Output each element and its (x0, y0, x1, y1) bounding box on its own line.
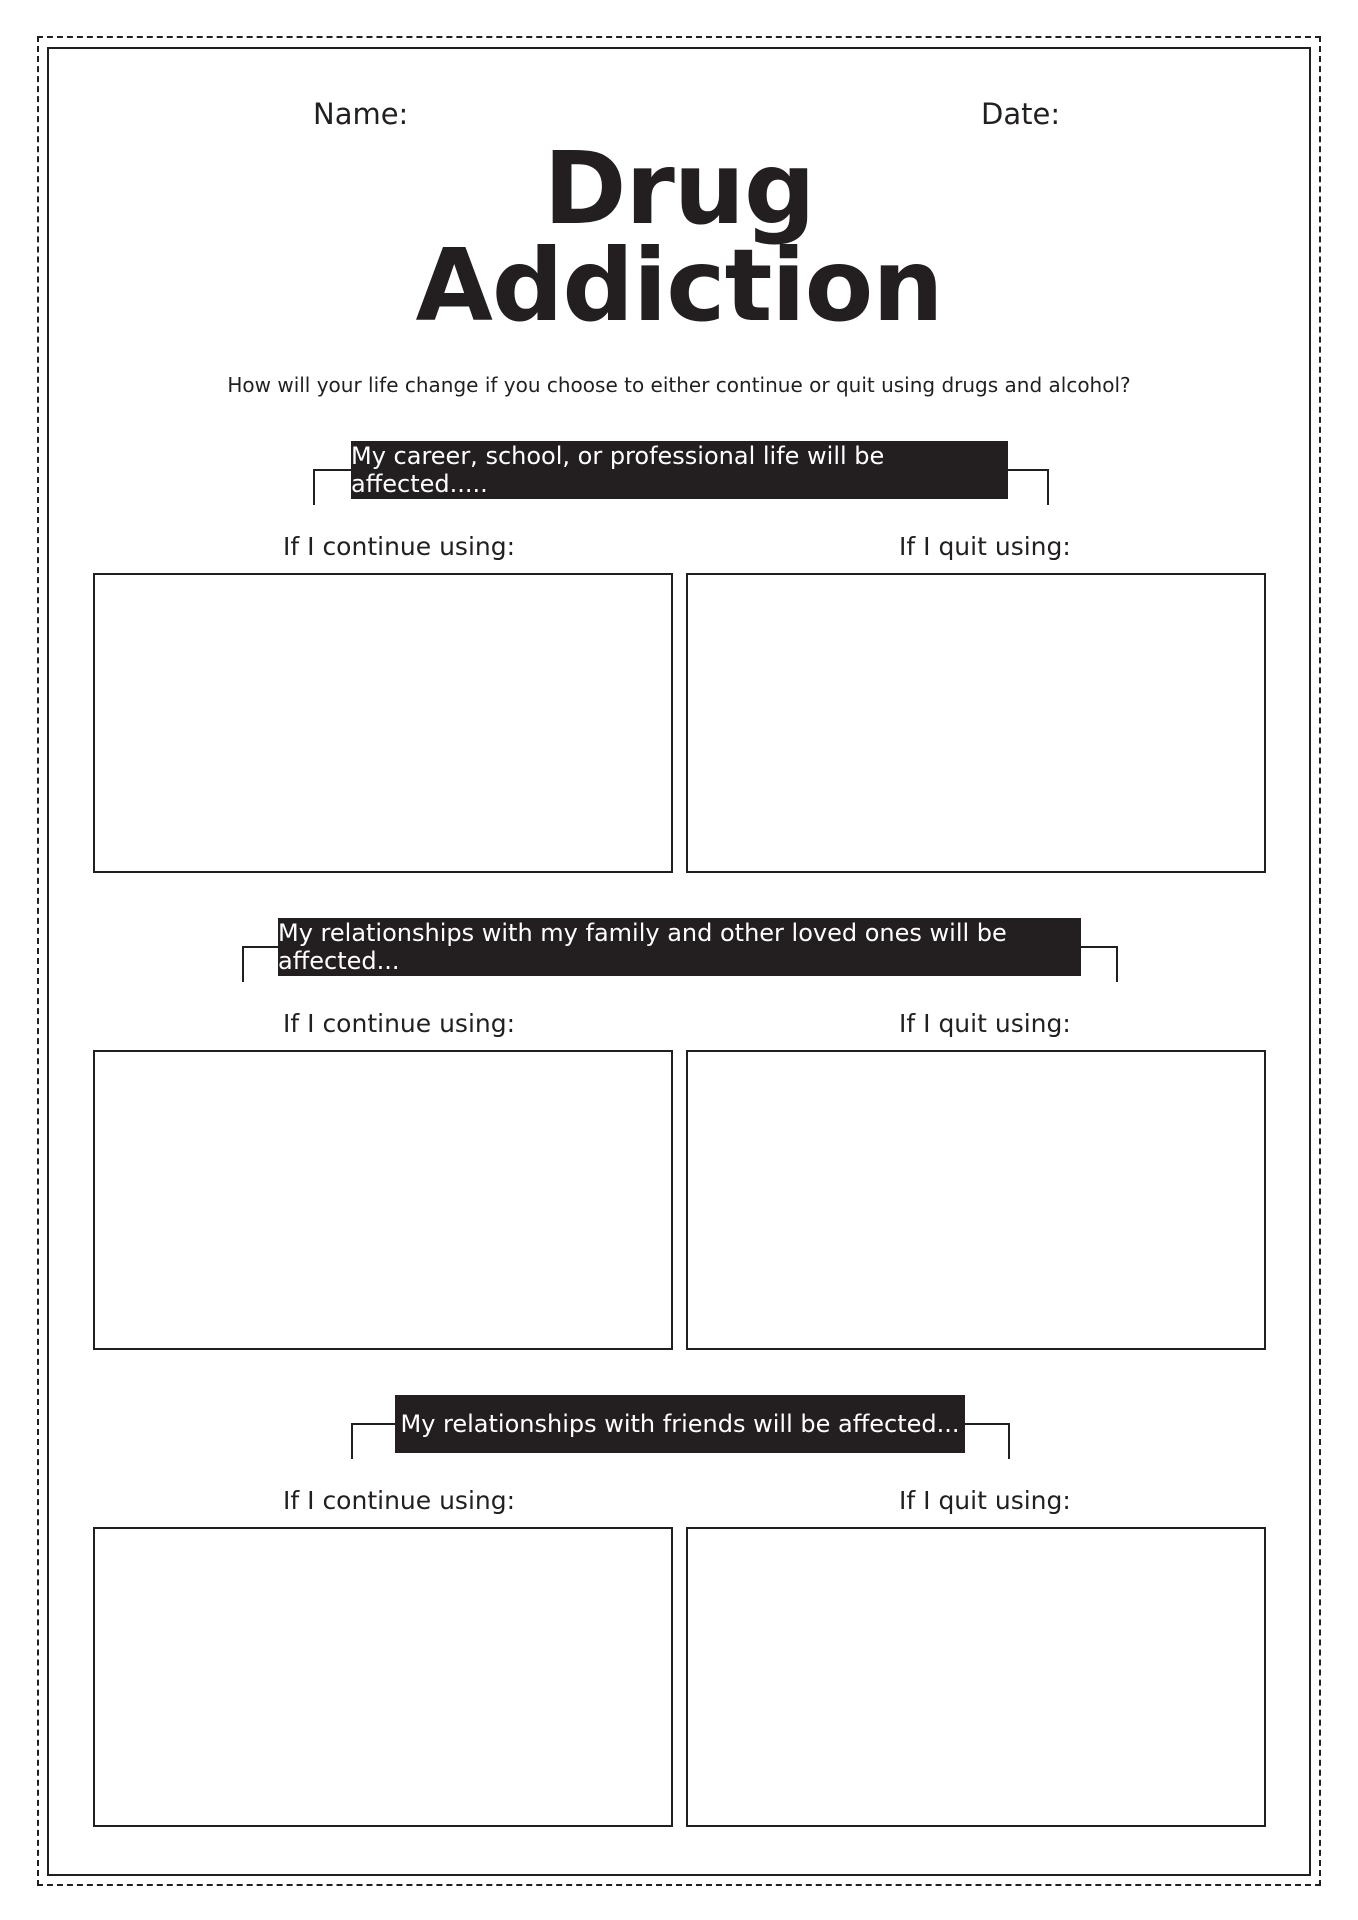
section-3-quit-answer-box[interactable] (686, 1527, 1266, 1827)
instructions: How will your life change if you choose to either continue or quit using drugs and alcohol? (227, 373, 1131, 397)
section-1-heading: My career, school, or professional life will be affected..... (351, 441, 1008, 499)
section-2-heading: My relationships with my family and other loved ones will be affected... (278, 918, 1081, 976)
section-1-quit-label: If I quit using: (899, 532, 1071, 561)
section-2-quit-answer-box[interactable] (686, 1050, 1266, 1350)
section-3-heading: My relationships with friends will be affected... (395, 1395, 965, 1453)
name-label: Name: (313, 97, 409, 131)
section-1-continue-label: If I continue using: (283, 532, 516, 561)
section-2-continue-label: If I continue using: (283, 1009, 516, 1038)
title-line-1: Drug (543, 130, 815, 247)
section-2-quit-label: If I quit using: (899, 1009, 1071, 1038)
page-title (0, 130, 1358, 344)
date-label: Date: (981, 97, 1061, 131)
section-3-continue-label: If I continue using: (283, 1486, 516, 1515)
title-line-2: Addiction (415, 227, 943, 344)
section-1-quit-answer-box[interactable] (686, 573, 1266, 873)
section-3-continue-answer-box[interactable] (93, 1527, 673, 1827)
section-1-continue-answer-box[interactable] (93, 573, 673, 873)
section-2-continue-answer-box[interactable] (93, 1050, 673, 1350)
section-3-quit-label: If I quit using: (899, 1486, 1071, 1515)
